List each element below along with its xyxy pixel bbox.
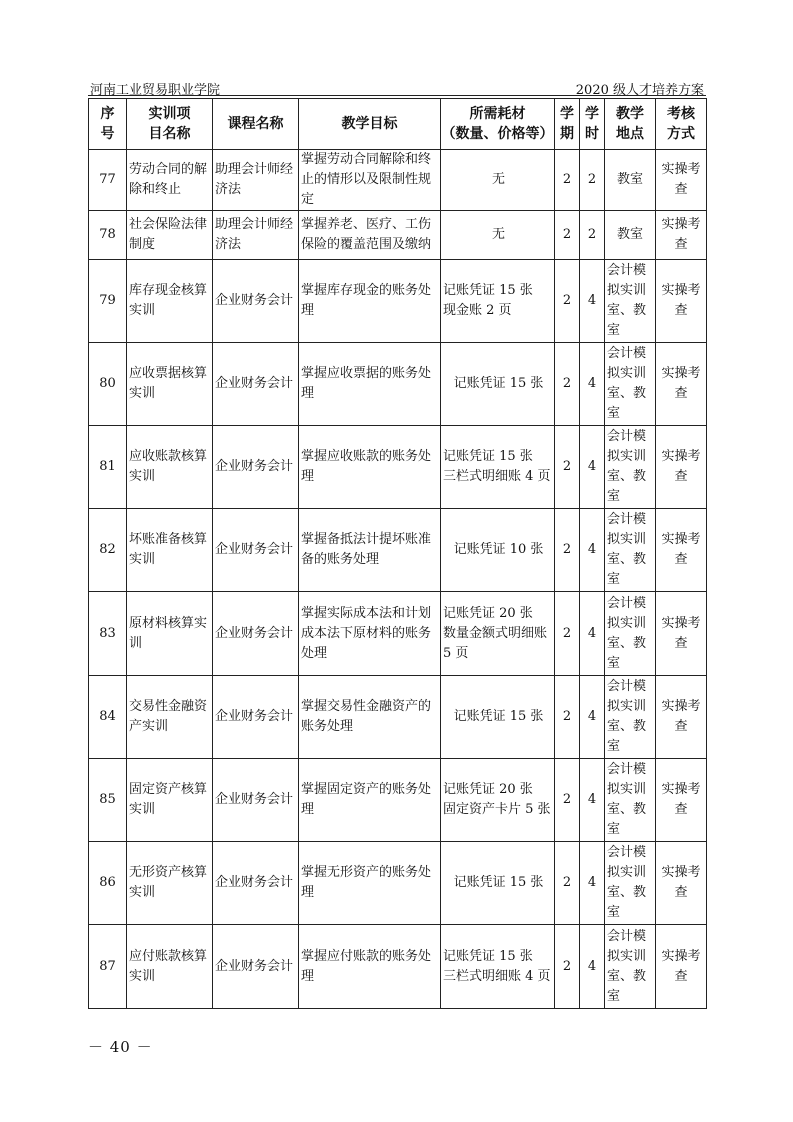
- cell-project-name: 劳动合同的解除和终止: [127, 150, 213, 211]
- cell-project-name: 交易性金融资产实训: [127, 676, 213, 759]
- header-text-line: 学: [560, 106, 574, 122]
- material-item: 5 页: [443, 645, 469, 661]
- cell-term: 2: [555, 676, 580, 759]
- cell-project-name: 应收票据核算实训: [127, 343, 213, 426]
- cell-hours: 4: [580, 592, 605, 676]
- cell-course-name: 助理会计师经济法: [213, 150, 299, 211]
- cell-hours: 4: [580, 260, 605, 343]
- header-school-name: 河南工业贸易职业学院: [90, 83, 221, 98]
- cell-no: 81: [89, 426, 127, 509]
- header-col-no: [89, 99, 127, 150]
- header-text-line: 期: [560, 126, 574, 142]
- cell-no: 78: [89, 211, 127, 260]
- cell-materials: [441, 592, 555, 676]
- cell-no: 79: [89, 260, 127, 343]
- cell-project-name: 坏账准备核算实训: [127, 509, 213, 592]
- cell-materials: [441, 759, 555, 842]
- cell-project-name: 无形资产核算实训: [127, 842, 213, 925]
- header-col-goal: [299, 99, 441, 150]
- material-item: 无: [491, 172, 505, 187]
- cell-hours: 4: [580, 343, 605, 426]
- training-projects-table: [88, 98, 707, 1009]
- cell-assessment: 实操考查: [656, 759, 707, 842]
- table-row: [89, 592, 707, 676]
- cell-course-name: 企业财务会计: [213, 842, 299, 925]
- cell-hours: 4: [580, 842, 605, 925]
- header-text-line: 教学目标: [341, 116, 398, 132]
- header-text-line: 序: [100, 106, 115, 122]
- cell-term: 2: [555, 426, 580, 509]
- page-number: － 40 －: [88, 1038, 153, 1056]
- material-item: 记账凭证 15 张: [453, 376, 544, 391]
- cell-hours: 2: [580, 211, 605, 260]
- cell-location: 会计模拟实训室、教室: [605, 426, 656, 509]
- cell-no: 80: [89, 343, 127, 426]
- cell-materials: [441, 842, 555, 925]
- cell-course-name: 企业财务会计: [213, 509, 299, 592]
- header-col-project: [127, 99, 213, 150]
- cell-materials: [441, 426, 555, 509]
- material-item: 无: [491, 227, 505, 242]
- cell-term: 2: [555, 260, 580, 343]
- table-row: [89, 842, 707, 925]
- table-row: [89, 676, 707, 759]
- cell-term: 2: [555, 150, 580, 211]
- material-item: 记账凭证 15 张: [443, 283, 533, 298]
- cell-project-name: 原材料核算实训: [127, 592, 213, 676]
- header-rule: [88, 95, 706, 96]
- table-row: [89, 759, 707, 842]
- cell-course-name: 企业财务会计: [213, 592, 299, 676]
- header-text-line: 方式: [667, 126, 695, 142]
- cell-teaching-goal: 掌握实际成本法和计划成本法下原材料的账务处理: [299, 592, 441, 676]
- header-text-line: 地点: [616, 126, 644, 142]
- header-text-line: 课程名称: [227, 116, 284, 132]
- cell-teaching-goal: 掌握应收票据的账务处理: [299, 343, 441, 426]
- cell-hours: 2: [580, 150, 605, 211]
- cell-term: 2: [555, 343, 580, 426]
- material-item: 三栏式明细账 4 页: [443, 469, 551, 484]
- header-text-line: （数量、价格等）: [441, 126, 554, 142]
- cell-hours: 4: [580, 509, 605, 592]
- cell-location: 教室: [605, 150, 656, 211]
- header-text-line: 号: [100, 126, 115, 142]
- header-col-hours: [580, 99, 605, 150]
- cell-teaching-goal: 掌握固定资产的账务处理: [299, 759, 441, 842]
- cell-location: 会计模拟实训室、教室: [605, 925, 656, 1009]
- table-row: [89, 343, 707, 426]
- cell-materials: [441, 260, 555, 343]
- table-row: [89, 925, 707, 1009]
- cell-no: 82: [89, 509, 127, 592]
- material-item: 记账凭证 10 张: [453, 542, 544, 557]
- cell-location: 会计模拟实训室、教室: [605, 343, 656, 426]
- cell-assessment: 实操考查: [656, 509, 707, 592]
- cell-project-name: 固定资产核算实训: [127, 759, 213, 842]
- table-row: [89, 509, 707, 592]
- header-text-line: 实训项: [148, 106, 191, 122]
- page-header: [88, 77, 706, 97]
- cell-term: 2: [555, 592, 580, 676]
- cell-course-name: 助理会计师经济法: [213, 211, 299, 260]
- header-text-line: 时: [585, 126, 599, 142]
- header-text-line: 教学: [616, 106, 644, 122]
- cell-term: 2: [555, 211, 580, 260]
- cell-course-name: 企业财务会计: [213, 260, 299, 343]
- cell-materials: [441, 211, 555, 260]
- cell-teaching-goal: 掌握交易性金融资产的账务处理: [299, 676, 441, 759]
- cell-no: 84: [89, 676, 127, 759]
- cell-project-name: 应付账款核算实训: [127, 925, 213, 1009]
- cell-project-name: 社会保险法律制度: [127, 211, 213, 260]
- cell-hours: 4: [580, 426, 605, 509]
- table-row: [89, 211, 707, 260]
- cell-location: 会计模拟实训室、教室: [605, 842, 656, 925]
- cell-location: 会计模拟实训室、教室: [605, 676, 656, 759]
- header-text-line: 所需耗材: [469, 106, 526, 122]
- cell-course-name: 企业财务会计: [213, 676, 299, 759]
- cell-course-name: 企业财务会计: [213, 925, 299, 1009]
- material-item: 记账凭证 15 张: [453, 709, 544, 724]
- cell-hours: 4: [580, 925, 605, 1009]
- material-item: 现金账 2 页: [443, 303, 512, 318]
- material-item: 三栏式明细账 4 页: [443, 968, 551, 984]
- cell-term: 2: [555, 759, 580, 842]
- cell-no: 86: [89, 842, 127, 925]
- cell-assessment: 实操考查: [656, 260, 707, 343]
- cell-materials: [441, 925, 555, 1009]
- cell-location: 会计模拟实训室、教室: [605, 592, 656, 676]
- cell-assessment: 实操考查: [656, 343, 707, 426]
- table-row: [89, 260, 707, 343]
- header-document-title: 2020 级人才培养方案: [575, 83, 704, 98]
- header-row: [89, 99, 707, 150]
- cell-hours: 4: [580, 759, 605, 842]
- cell-no: 85: [89, 759, 127, 842]
- cell-materials: [441, 150, 555, 211]
- material-item: 记账凭证 15 张: [453, 875, 544, 890]
- header-text-line: 考核: [667, 106, 695, 122]
- cell-teaching-goal: 掌握备抵法计提坏账准备的账务处理: [299, 509, 441, 592]
- material-item: 记账凭证 20 张: [443, 782, 533, 797]
- cell-materials: [441, 676, 555, 759]
- cell-teaching-goal: 掌握应收账款的账务处理: [299, 426, 441, 509]
- cell-assessment: 实操考查: [656, 925, 707, 1009]
- cell-project-name: 应收账款核算实训: [127, 426, 213, 509]
- header-col-term: [555, 99, 580, 150]
- table-header: [89, 99, 707, 150]
- cell-assessment: 实操考查: [656, 592, 707, 676]
- cell-course-name: 企业财务会计: [213, 343, 299, 426]
- table-body: [89, 150, 707, 1009]
- cell-term: 2: [555, 509, 580, 592]
- cell-materials: [441, 343, 555, 426]
- header-col-assessment: [656, 99, 707, 150]
- header-col-course: [213, 99, 299, 150]
- cell-hours: 4: [580, 676, 605, 759]
- cell-teaching-goal: 掌握无形资产的账务处理: [299, 842, 441, 925]
- cell-teaching-goal: 掌握劳动合同解除和终止的情形以及限制性规定: [299, 150, 441, 211]
- cell-teaching-goal: 掌握库存现金的账务处理: [299, 260, 441, 343]
- cell-teaching-goal: 掌握养老、医疗、工伤保险的覆盖范围及缴纳: [299, 211, 441, 260]
- header-text-line: 目名称: [148, 126, 191, 142]
- cell-assessment: 实操考查: [656, 842, 707, 925]
- cell-teaching-goal: 掌握应付账款的账务处理: [299, 925, 441, 1009]
- header-text-line: 学: [585, 106, 599, 122]
- material-item: 数量金额式明细账: [443, 625, 548, 641]
- cell-term: 2: [555, 925, 580, 1009]
- material-item: 记账凭证 15 张: [443, 948, 533, 964]
- cell-location: 教室: [605, 211, 656, 260]
- material-item: 记账凭证 20 张: [443, 605, 533, 621]
- cell-assessment: 实操考查: [656, 426, 707, 509]
- table-row: [89, 150, 707, 211]
- cell-location: 会计模拟实训室、教室: [605, 260, 656, 343]
- cell-assessment: 实操考查: [656, 150, 707, 211]
- cell-location: 会计模拟实训室、教室: [605, 759, 656, 842]
- cell-no: 83: [89, 592, 127, 676]
- material-item: 固定资产卡片 5 张: [443, 802, 551, 817]
- cell-no: 87: [89, 925, 127, 1009]
- cell-location: 会计模拟实训室、教室: [605, 509, 656, 592]
- cell-assessment: 实操考查: [656, 676, 707, 759]
- material-item: 记账凭证 15 张: [443, 449, 533, 464]
- cell-project-name: 库存现金核算实训: [127, 260, 213, 343]
- table-row: [89, 426, 707, 509]
- cell-course-name: 企业财务会计: [213, 426, 299, 509]
- header-col-materials: [441, 99, 555, 150]
- cell-no: 77: [89, 150, 127, 211]
- cell-course-name: 企业财务会计: [213, 759, 299, 842]
- header-col-location: [605, 99, 656, 150]
- cell-materials: [441, 509, 555, 592]
- cell-assessment: 实操考查: [656, 211, 707, 260]
- cell-term: 2: [555, 842, 580, 925]
